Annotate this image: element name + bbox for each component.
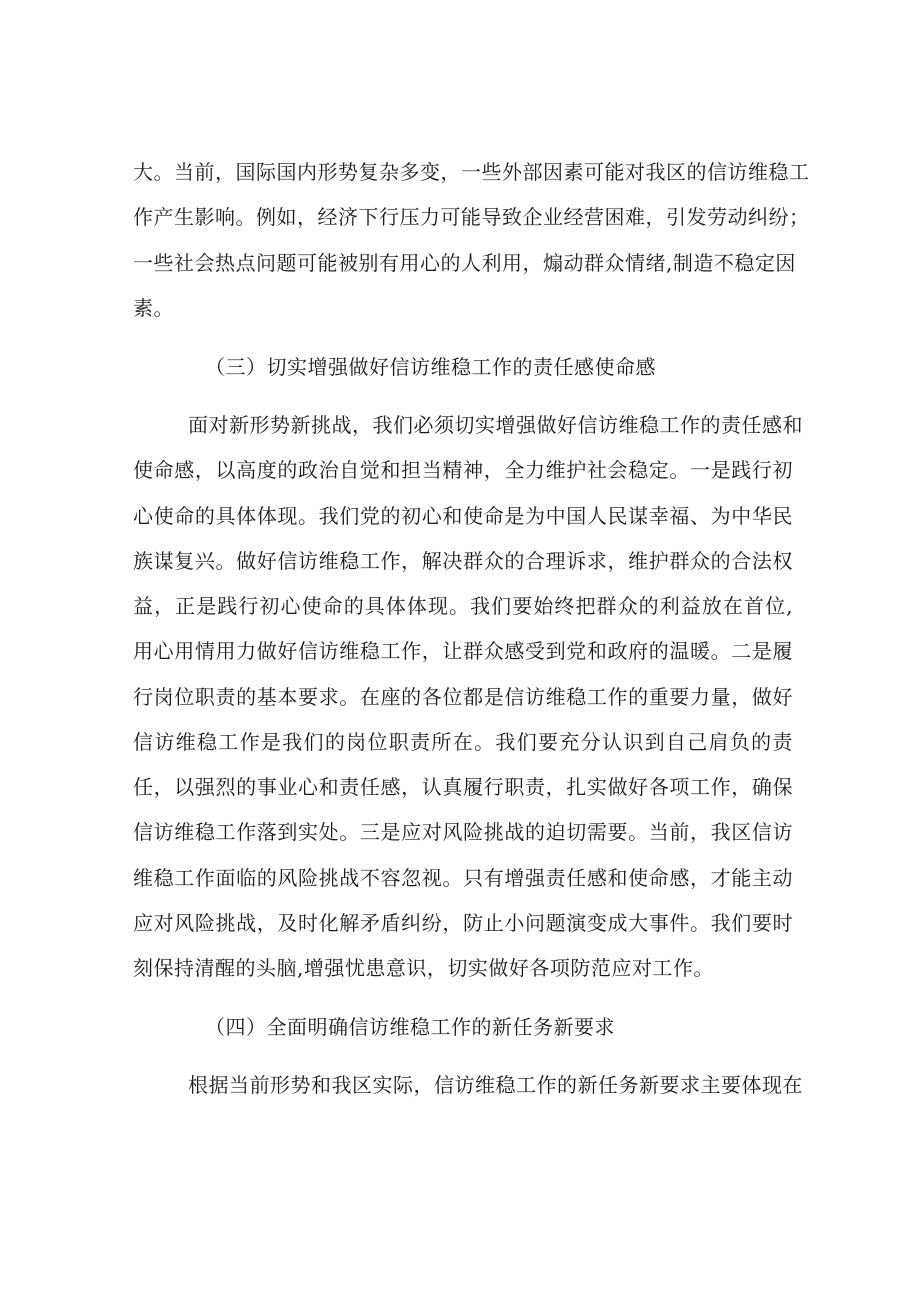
paragraph-2-line-4: 族谋复兴。做好信访维稳工作，解决群众的合理诉求，维护群众的合法权 bbox=[133, 549, 793, 573]
paragraph-2-line-2: 使命感，以高度的政治自觉和担当精神，全力维护社会稳定。一是践行初 bbox=[133, 458, 793, 482]
paragraph-1-line-4: 素。 bbox=[133, 296, 174, 320]
paragraph-2-line-12: 应对风险挑战，及时化解矛盾纠纷，防止小问题演变成大事件。我们要时 bbox=[133, 911, 793, 935]
paragraph-3-line-1: 根据当前形势和我区实际，信访维稳工作的新任务新要求主要体现在 bbox=[188, 1073, 803, 1097]
paragraph-2-line-3: 心使命的具体体现。我们党的初心和使命是为中国人民谋幸福、为中华民 bbox=[133, 504, 793, 528]
section-heading-3: （三）切实增强做好信访维稳工作的责任感使命感 bbox=[205, 355, 656, 379]
paragraph-2-line-1: 面对新形势新挑战，我们必须切实增强做好信访维稳工作的责任感和 bbox=[188, 413, 803, 437]
paragraph-2-line-10: 信访维稳工作落到实处。三是应对风险挑战的迫切需要。当前，我区信访 bbox=[133, 820, 793, 844]
paragraph-2-line-7: 行岗位职责的基本要求。在座的各位都是信访维稳工作的重要力量，做好 bbox=[133, 685, 793, 709]
paragraph-2-line-11: 维稳工作面临的风险挑战不容忽视。只有增强责任感和使命感，才能主动 bbox=[133, 866, 793, 890]
paragraph-2-line-5: 益，正是践行初心使命的具体体现。我们要始终把群众的利益放在首位, bbox=[133, 594, 793, 618]
paragraph-2-line-6: 用心用情用力做好信访维稳工作，让群众感受到党和政府的温暖。二是履 bbox=[133, 639, 793, 663]
paragraph-1-line-1: 大。当前，国际国内形势复杂多变，一些外部因素可能对我区的信访维稳工 bbox=[133, 160, 810, 184]
paragraph-1-line-2: 作产生影响。例如，经济下行压力可能导致企业经营困难，引发劳动纠纷； bbox=[133, 205, 810, 229]
section-heading-4: （四）全面明确信访维稳工作的新任务新要求 bbox=[205, 1015, 615, 1039]
paragraph-2-line-13: 刻保持清醒的头脑,增强忧患意识，切实做好各项防范应对工作。 bbox=[133, 956, 714, 980]
paragraph-2-line-9: 任，以强烈的事业心和责任感，认真履行职责，扎实做好各项工作，确保 bbox=[133, 775, 793, 799]
paragraph-1-line-3: 一些社会热点问题可能被别有用心的人利用，煽动群众情绪,制造不稳定因 bbox=[133, 251, 796, 275]
paragraph-2-line-8: 信访维稳工作是我们的岗位职责所在。我们要充分认识到自己肩负的责 bbox=[133, 730, 793, 754]
